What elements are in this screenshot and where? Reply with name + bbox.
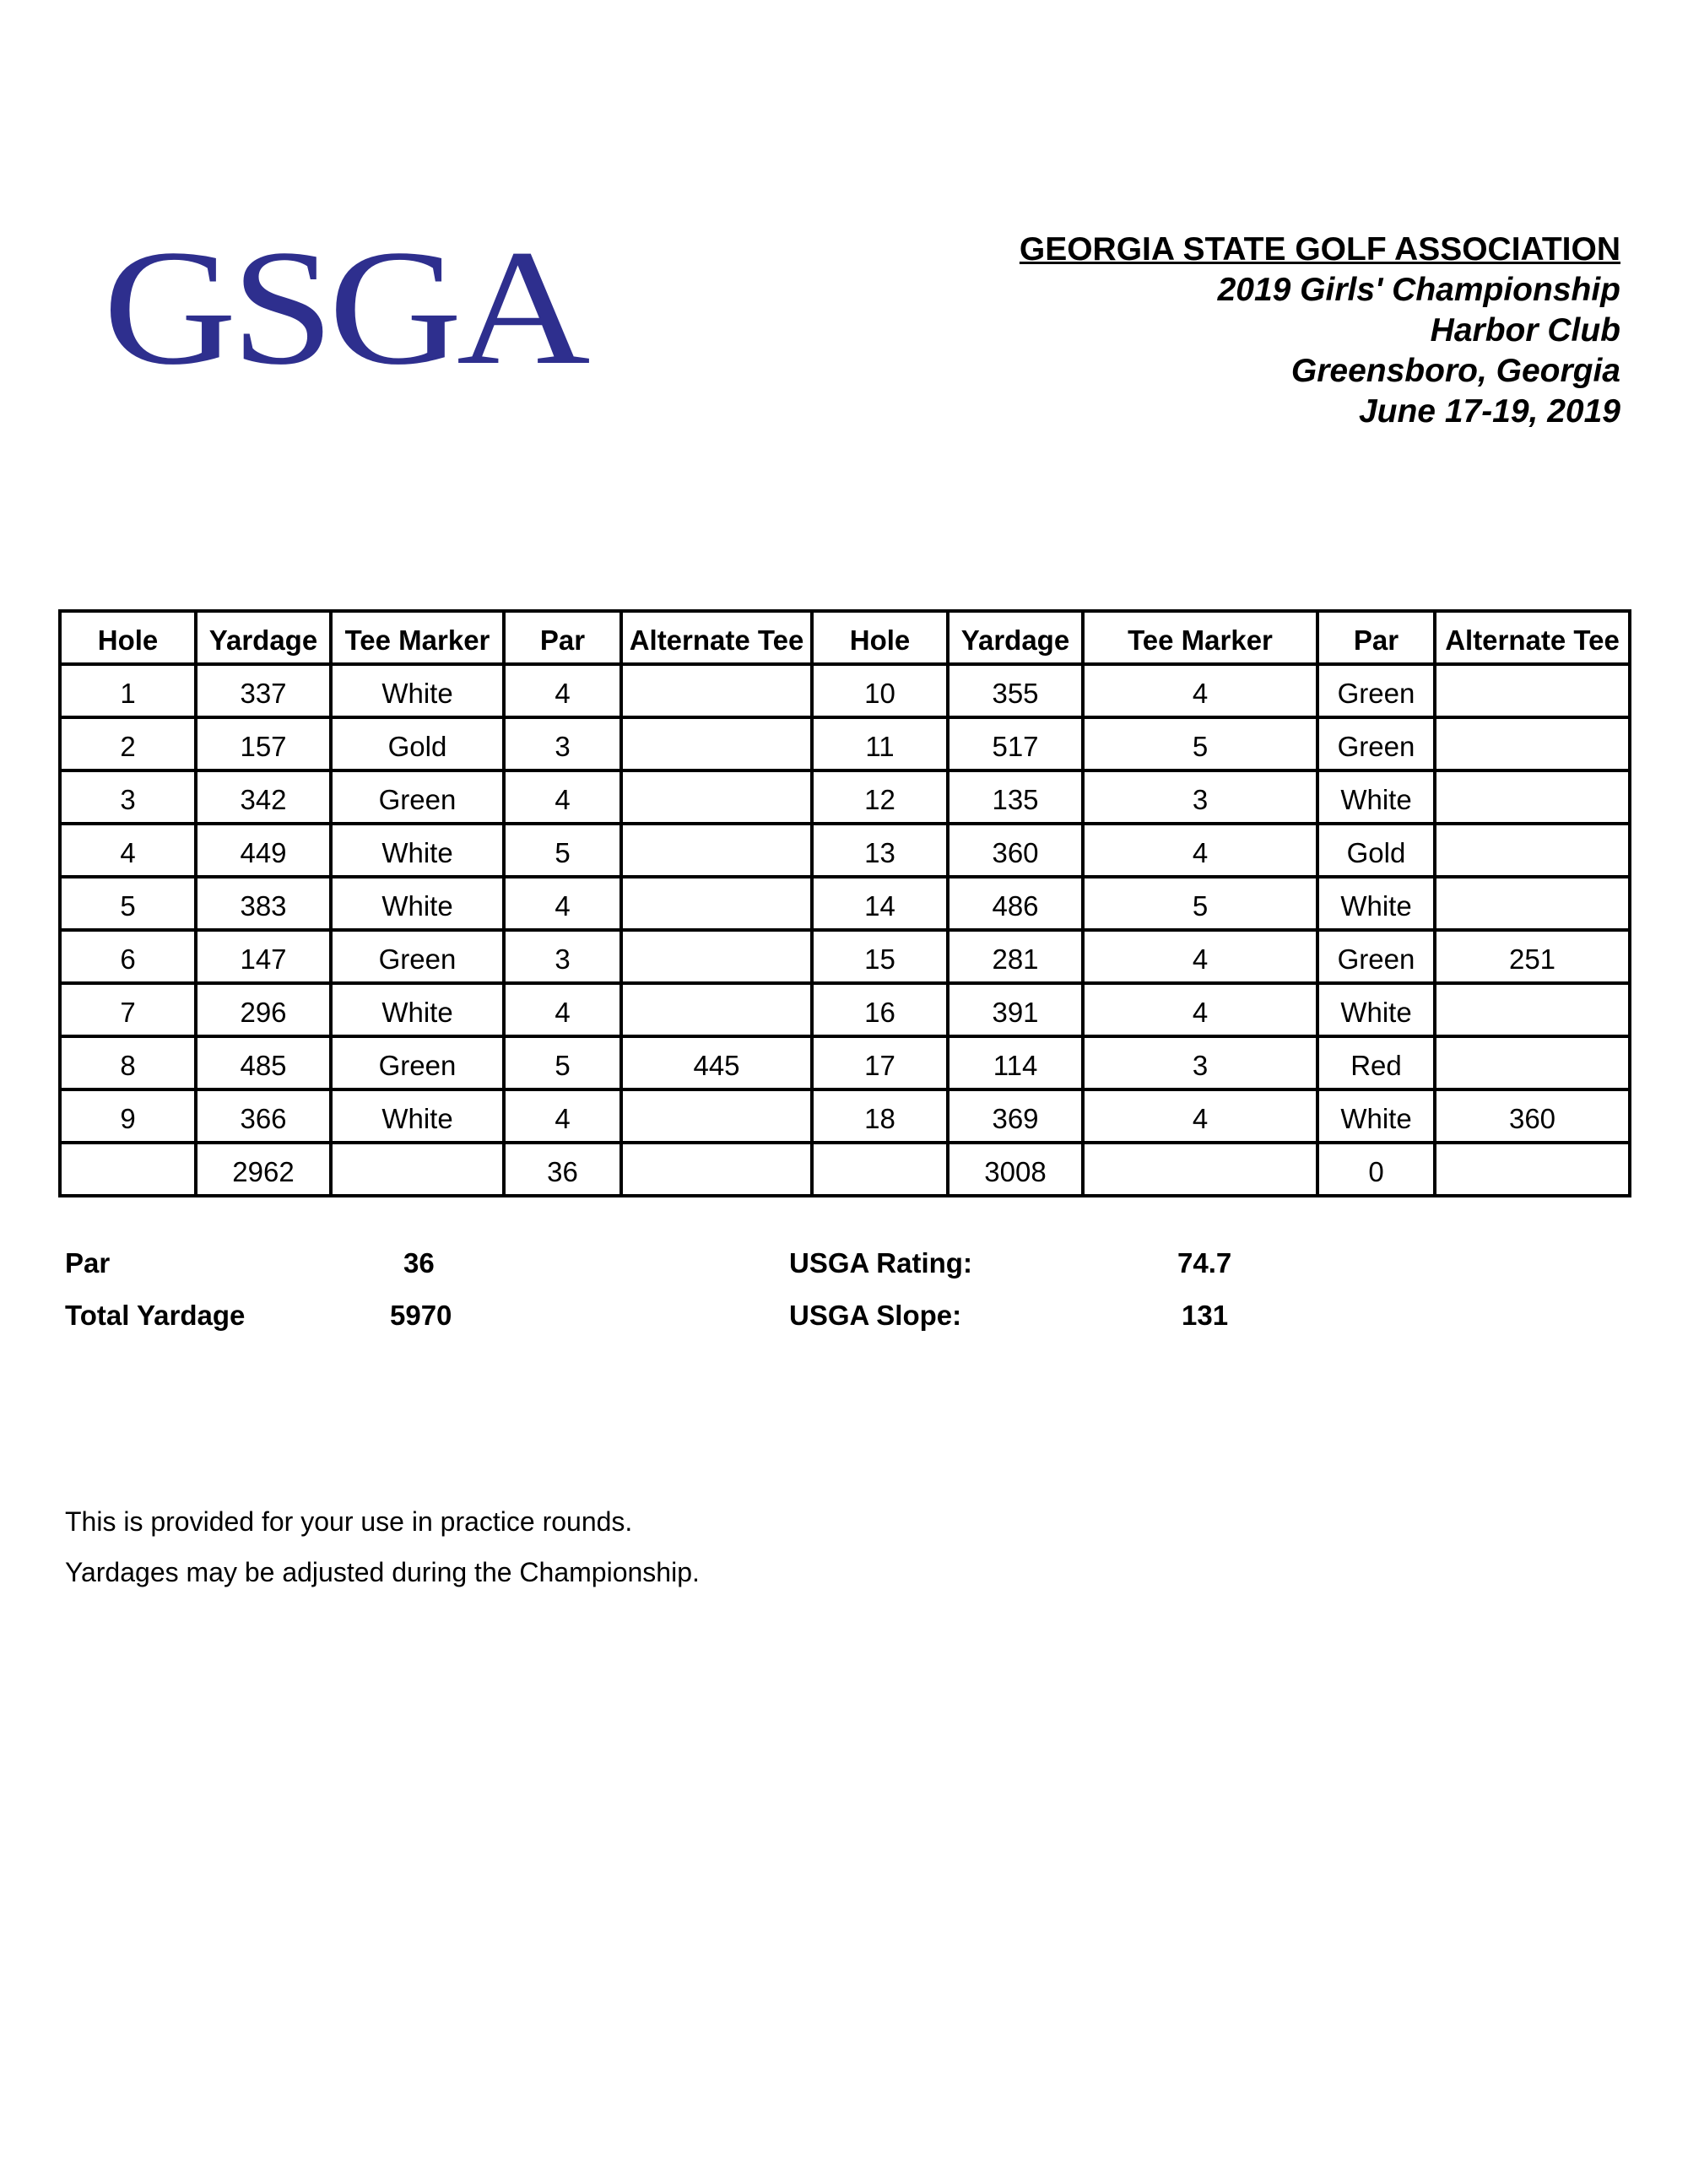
cell-yardage-back: 369 xyxy=(948,1089,1083,1143)
cell-tee-marker-back: 4 xyxy=(1083,824,1317,877)
cell-tee-marker: Green xyxy=(331,770,504,824)
cell-tee-marker-back: 3 xyxy=(1083,770,1317,824)
document-header xyxy=(861,230,1620,432)
cell-yardage: 2962 xyxy=(196,1143,331,1196)
table-row xyxy=(60,1143,1630,1196)
cell-tee-marker-back: 4 xyxy=(1083,1089,1317,1143)
table-body xyxy=(60,664,1630,1196)
cell-yardage-back: 135 xyxy=(948,770,1083,824)
cell-alternate-tee-back xyxy=(1435,877,1630,930)
cell-alternate-tee-back xyxy=(1435,664,1630,717)
cell-par: 4 xyxy=(504,1089,621,1143)
cell-alternate-tee xyxy=(621,877,812,930)
cell-par: 3 xyxy=(504,930,621,983)
cell-hole: 9 xyxy=(60,1089,196,1143)
cell-hole-back: 16 xyxy=(812,983,948,1036)
cell-hole-back: 11 xyxy=(812,717,948,770)
table-row xyxy=(60,824,1630,877)
cell-alternate-tee xyxy=(621,664,812,717)
course-yardage-table xyxy=(58,609,1631,1197)
cell-yardage: 485 xyxy=(196,1036,331,1089)
header-par-back: Par xyxy=(1317,611,1435,664)
cell-alternate-tee-back xyxy=(1435,983,1630,1036)
gsga-logo: GSGA xyxy=(103,216,585,399)
cell-par-back: White xyxy=(1317,770,1435,824)
cell-tee-marker: White xyxy=(331,983,504,1036)
cell-alternate-tee xyxy=(621,983,812,1036)
event-dates: June 17-19, 2019 xyxy=(1358,393,1620,430)
table-row xyxy=(60,664,1630,717)
cell-tee-marker-back: 3 xyxy=(1083,1036,1317,1089)
cell-tee-marker-back: 5 xyxy=(1083,717,1317,770)
table-row xyxy=(60,1089,1630,1143)
usga-slope-value: 131 xyxy=(1182,1300,1229,1331)
cell-alternate-tee xyxy=(621,824,812,877)
table-row xyxy=(60,930,1630,983)
cell-alternate-tee-back: 360 xyxy=(1435,1089,1630,1143)
header-alternate-tee: Alternate Tee xyxy=(621,611,812,664)
venue-name: Harbor Club xyxy=(1430,312,1620,349)
cell-yardage: 366 xyxy=(196,1089,331,1143)
total-yardage-value: 5970 xyxy=(390,1300,452,1331)
cell-hole-back xyxy=(812,1143,948,1196)
cell-yardage: 383 xyxy=(196,877,331,930)
cell-yardage: 449 xyxy=(196,824,331,877)
cell-yardage: 296 xyxy=(196,983,331,1036)
cell-hole: 5 xyxy=(60,877,196,930)
cell-yardage-back: 486 xyxy=(948,877,1083,930)
table-header-row xyxy=(60,611,1630,664)
cell-hole: 8 xyxy=(60,1036,196,1089)
usga-rating-value: 74.7 xyxy=(1177,1247,1232,1279)
cell-hole: 4 xyxy=(60,824,196,877)
cell-hole: 2 xyxy=(60,717,196,770)
cell-alternate-tee-back xyxy=(1435,1143,1630,1196)
cell-alternate-tee-back: 251 xyxy=(1435,930,1630,983)
cell-tee-marker: White xyxy=(331,877,504,930)
cell-hole: 6 xyxy=(60,930,196,983)
cell-tee-marker: White xyxy=(331,664,504,717)
cell-alternate-tee: 445 xyxy=(621,1036,812,1089)
cell-yardage-back: 391 xyxy=(948,983,1083,1036)
cell-yardage-back: 517 xyxy=(948,717,1083,770)
par-label: Par xyxy=(65,1247,111,1279)
cell-hole-back: 15 xyxy=(812,930,948,983)
cell-yardage-back: 114 xyxy=(948,1036,1083,1089)
par-value: 36 xyxy=(403,1247,435,1279)
cell-par: 36 xyxy=(504,1143,621,1196)
cell-par-back: Green xyxy=(1317,930,1435,983)
total-yardage-label: Total Yardage xyxy=(65,1300,246,1331)
cell-hole: 3 xyxy=(60,770,196,824)
cell-hole xyxy=(60,1143,196,1196)
cell-tee-marker-back: 4 xyxy=(1083,983,1317,1036)
cell-alternate-tee xyxy=(621,1143,812,1196)
cell-alternate-tee-back xyxy=(1435,824,1630,877)
header-par: Par xyxy=(504,611,621,664)
usga-rating-label: USGA Rating: xyxy=(789,1247,972,1279)
cell-tee-marker: Green xyxy=(331,1036,504,1089)
cell-yardage: 157 xyxy=(196,717,331,770)
usga-slope-label: USGA Slope: xyxy=(789,1300,962,1331)
cell-tee-marker-back xyxy=(1083,1143,1317,1196)
header-tee-marker: Tee Marker xyxy=(331,611,504,664)
event-title: 2019 Girls' Championship xyxy=(1217,272,1620,308)
table-row xyxy=(60,983,1630,1036)
cell-hole-back: 12 xyxy=(812,770,948,824)
cell-yardage-back: 281 xyxy=(948,930,1083,983)
cell-yardage-back: 355 xyxy=(948,664,1083,717)
cell-alternate-tee-back xyxy=(1435,717,1630,770)
cell-par: 4 xyxy=(504,983,621,1036)
cell-tee-marker xyxy=(331,1143,504,1196)
cell-par: 4 xyxy=(504,664,621,717)
cell-par-back: 0 xyxy=(1317,1143,1435,1196)
cell-par: 5 xyxy=(504,1036,621,1089)
cell-par: 4 xyxy=(504,770,621,824)
cell-par-back: Green xyxy=(1317,717,1435,770)
cell-hole: 7 xyxy=(60,983,196,1036)
cell-alternate-tee-back xyxy=(1435,1036,1630,1089)
table-row xyxy=(60,770,1630,824)
cell-par-back: White xyxy=(1317,983,1435,1036)
cell-par-back: Red xyxy=(1317,1036,1435,1089)
cell-par-back: White xyxy=(1317,877,1435,930)
cell-yardage: 147 xyxy=(196,930,331,983)
cell-hole-back: 17 xyxy=(812,1036,948,1089)
table-row xyxy=(60,877,1630,930)
cell-yardage: 342 xyxy=(196,770,331,824)
cell-hole-back: 14 xyxy=(812,877,948,930)
header-hole: Hole xyxy=(60,611,196,664)
cell-yardage-back: 3008 xyxy=(948,1143,1083,1196)
cell-hole-back: 18 xyxy=(812,1089,948,1143)
table-row xyxy=(60,1036,1630,1089)
cell-hole: 1 xyxy=(60,664,196,717)
cell-par-back: White xyxy=(1317,1089,1435,1143)
organization-name: GEORGIA STATE GOLF ASSOCIATION xyxy=(1019,231,1620,268)
cell-par-back: Gold xyxy=(1317,824,1435,877)
cell-par-back: Green xyxy=(1317,664,1435,717)
cell-tee-marker: Gold xyxy=(331,717,504,770)
cell-tee-marker-back: 4 xyxy=(1083,664,1317,717)
cell-tee-marker-back: 4 xyxy=(1083,930,1317,983)
cell-hole-back: 10 xyxy=(812,664,948,717)
practice-rounds-note: This is provided for your use in practice rounds. xyxy=(65,1506,633,1537)
cell-hole-back: 13 xyxy=(812,824,948,877)
cell-alternate-tee-back xyxy=(1435,770,1630,824)
yardage-adjustment-note: Yardages may be adjusted during the Championship. xyxy=(65,1557,700,1587)
header-alternate-tee-back: Alternate Tee xyxy=(1435,611,1630,664)
header-hole-back: Hole xyxy=(812,611,948,664)
header-yardage-back: Yardage xyxy=(948,611,1083,664)
cell-tee-marker-back: 5 xyxy=(1083,877,1317,930)
cell-alternate-tee xyxy=(621,770,812,824)
cell-tee-marker: Green xyxy=(331,930,504,983)
cell-par: 4 xyxy=(504,877,621,930)
cell-tee-marker: White xyxy=(331,824,504,877)
table-row xyxy=(60,717,1630,770)
cell-yardage-back: 360 xyxy=(948,824,1083,877)
cell-tee-marker: White xyxy=(331,1089,504,1143)
cell-par: 3 xyxy=(504,717,621,770)
cell-alternate-tee xyxy=(621,717,812,770)
header-tee-marker-back: Tee Marker xyxy=(1083,611,1317,664)
cell-alternate-tee xyxy=(621,1089,812,1143)
cell-alternate-tee xyxy=(621,930,812,983)
cell-yardage: 337 xyxy=(196,664,331,717)
cell-par: 5 xyxy=(504,824,621,877)
event-location: Greensboro, Georgia xyxy=(1290,353,1620,389)
header-yardage: Yardage xyxy=(196,611,331,664)
